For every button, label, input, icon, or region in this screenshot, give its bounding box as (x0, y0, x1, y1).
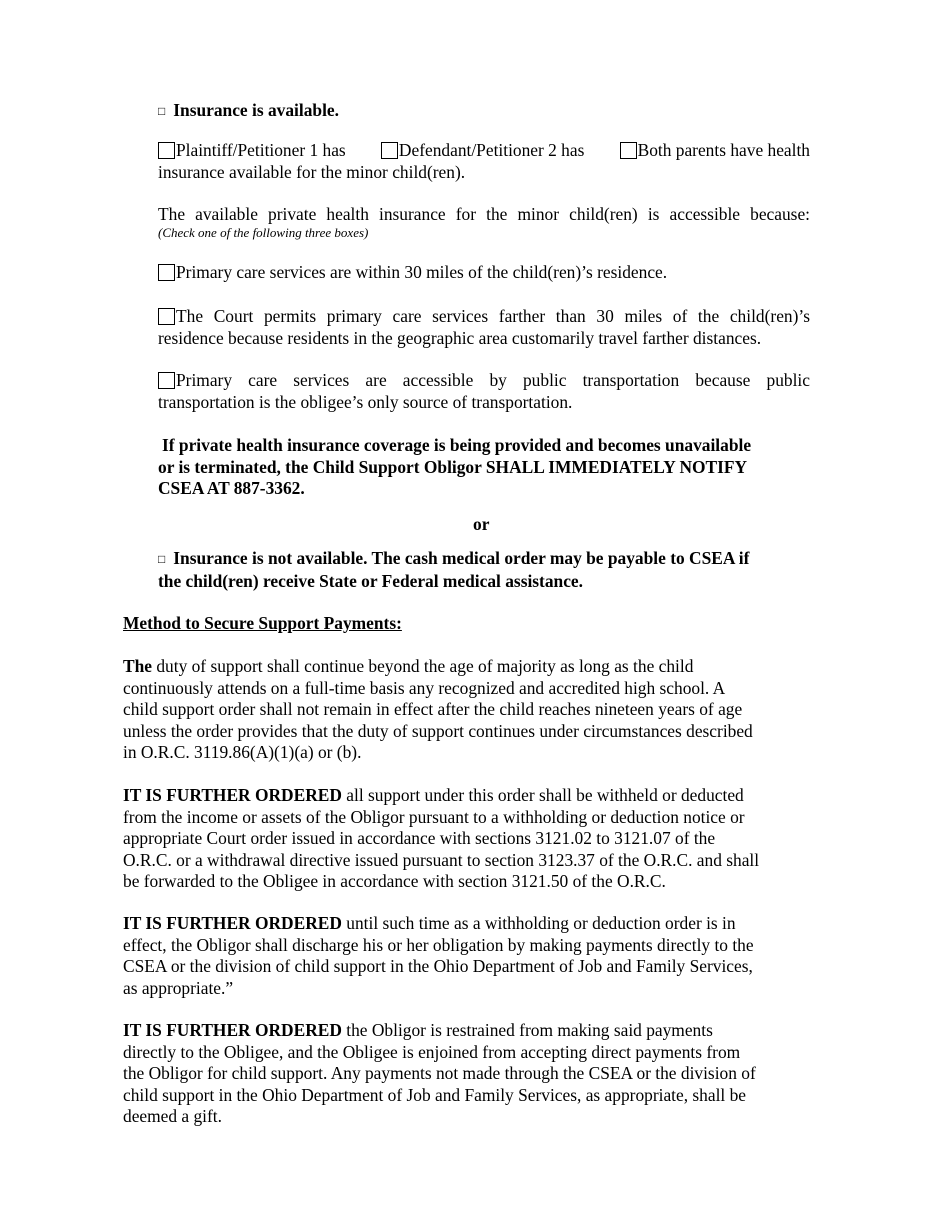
plaintiff-option-label: Plaintiff/Petitioner 1 has (176, 140, 346, 160)
plaintiff-checkbox[interactable] (158, 142, 175, 159)
insurance-available-label: Insurance is available. (173, 100, 339, 120)
accessible-note: (Check one of the following three boxes) (158, 224, 369, 240)
accessible-statement (158, 204, 810, 240)
reason-1 (158, 262, 810, 284)
or-separator: or (473, 514, 490, 534)
accessible-line: The available private health insurance for the minor child(ren) is accessible because: (158, 204, 810, 224)
both-parents-option-label: Both parents have health (637, 140, 810, 160)
reason-3 (158, 370, 810, 413)
square-bullet-icon: □ (158, 552, 166, 566)
insurance-not-available: □ Insurance is not available. The cash medical order may be payable to CSEA if the child(ren) receive State or Federal medical assistance. (158, 548, 750, 591)
both-parents-checkbox[interactable] (620, 142, 637, 159)
reason-2-line2: residence because residents in the geographic area customarily travel farther distances. (158, 327, 762, 348)
reason-3-line1: Primary care services are accessible by public transportation because public (158, 370, 810, 392)
reason-2-checkbox[interactable] (158, 308, 175, 325)
method-heading: Method to Secure Support Payments: (123, 613, 402, 633)
reason-1-label: Primary care services are within 30 miles of the child(ren)’s residence. (176, 262, 668, 282)
defendant-checkbox[interactable] (381, 142, 398, 159)
termination-notice: If private health insurance coverage is being provided and becomes unavailable or is terminated, the Child Support Obligor SHALL IMMEDIATELY NOTIFY CSEA AT 887-3362. (158, 435, 752, 498)
paragraph-withholding: IT IS FURTHER ORDERED all support under this order shall be withheld or deducted from the income or assets of the Obligor pursuant to a withholding or deduction notice or appropriate Court order issued in accordance with sections 3121.02 to 3121.07 of the O.R.C. or a withdrawal directive issued pursuant to section 3123.37 of the O.R.C. and shall be forwarded to the Obligee in accordance with section 3121.50 of the O.R.C. (123, 785, 760, 891)
reason-3-line2: transportation is the obligee’s only source of transportation. (158, 391, 573, 412)
who-has-line1 (158, 140, 810, 162)
reason-2-line1: The Court permits primary care services farther than 30 miles of the child(ren)’s (158, 306, 810, 328)
reason-1-checkbox[interactable] (158, 264, 175, 281)
paragraph-restrained: IT IS FURTHER ORDERED the Obligor is restrained from making said payments directly to the Obligee, and the Obligee is enjoined from accepting direct payments from the Obligor for child support. Any payments not made through the CSEA or the division of child support in the Ohio Department of Job and Family Services, as appropriate, shall be deemed a gift. (123, 1020, 756, 1126)
reason-3-checkbox[interactable] (158, 372, 175, 389)
who-has-continuation: insurance available for the minor child(ren). (158, 161, 466, 182)
insurance-available-heading (158, 100, 810, 123)
paragraph-direct-payments: IT IS FURTHER ORDERED until such time as a withholding or deduction order is in effect, the Obligor shall discharge his or her obligation by making payments directly to the CSEA or the division of child support in the Ohio Department of Job and Family Services, as appropriate.” (123, 913, 754, 998)
defendant-option-label: Defendant/Petitioner 2 has (398, 140, 585, 160)
who-has-insurance (158, 140, 810, 183)
square-bullet-icon: □ (158, 104, 166, 118)
paragraph-duty-of-support: The duty of support shall continue beyond the age of majority as long as the child continuously attends on a full-time basis any recognized and accredited high school. A child support order shall not remain in effect after the child reaches nineteen years of age unless the order provides that the duty of support continues under circumstances described in O.R.C. 3119.86(A)(1)(a) or (b). (123, 656, 753, 762)
reason-2 (158, 306, 810, 349)
